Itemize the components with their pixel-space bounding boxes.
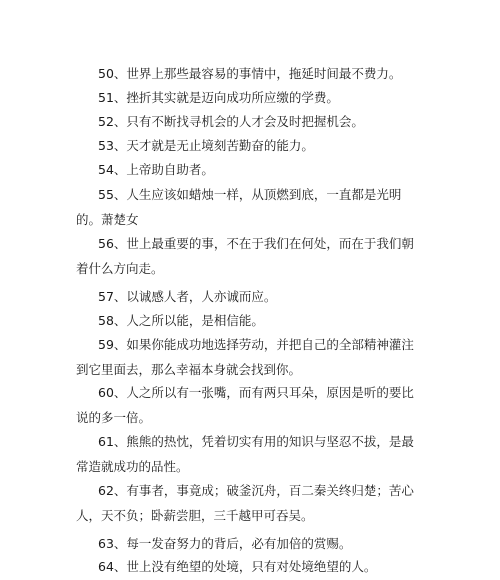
- quote-52: 52、只有不断找寻机会的人才会及时把握机会。: [98, 114, 364, 129]
- quote-55: 55、人生应该如蜡烛一样，从顶燃到底，一直都是光明的。萧楚女: [76, 187, 402, 227]
- quote-50: 50、世界上那些最容易的事情中，拖延时间最不费力。: [98, 66, 402, 81]
- quote-62: 62、有事者，事竟成；破釜沉舟，百二秦关终归楚；苦心人，天不负；卧薪尝胆，三千越甲可吞吴。: [76, 483, 414, 523]
- quote-57: 57、以诚感人者，人亦诚而应。: [98, 289, 277, 304]
- quote-54: 54、上帝助自助者。: [98, 162, 214, 177]
- quote-64: 64、世上没有绝望的处境，只有对处境绝望的人。: [98, 559, 377, 574]
- quote-53: 53、天才就是无止境刻苦勤奋的能力。: [98, 138, 314, 153]
- quote-56: 56、世上最重要的事，不在于我们在何处，而在于我们朝着什么方向走。: [76, 236, 414, 276]
- quote-63: 63、每一发奋努力的背后，必有加倍的赏赐。: [98, 536, 352, 551]
- quote-51: 51、挫折其实就是迈向成功所应缴的学费。: [98, 90, 339, 105]
- quote-58: 58、人之所以能，是相信能。: [98, 313, 264, 328]
- quote-61: 61、熊熊的热忱，凭着切实有用的知识与坚忍不拔，是最常造就成功的品性。: [76, 434, 414, 474]
- quote-59: 59、如果你能成功地选择劳动，并把自己的全部精神灌注到它里面去，那么幸福本身就会找到你。: [76, 337, 414, 377]
- quote-60: 60、人之所以有一张嘴，而有两只耳朵，原因是听的要比说的多一倍。: [76, 385, 414, 425]
